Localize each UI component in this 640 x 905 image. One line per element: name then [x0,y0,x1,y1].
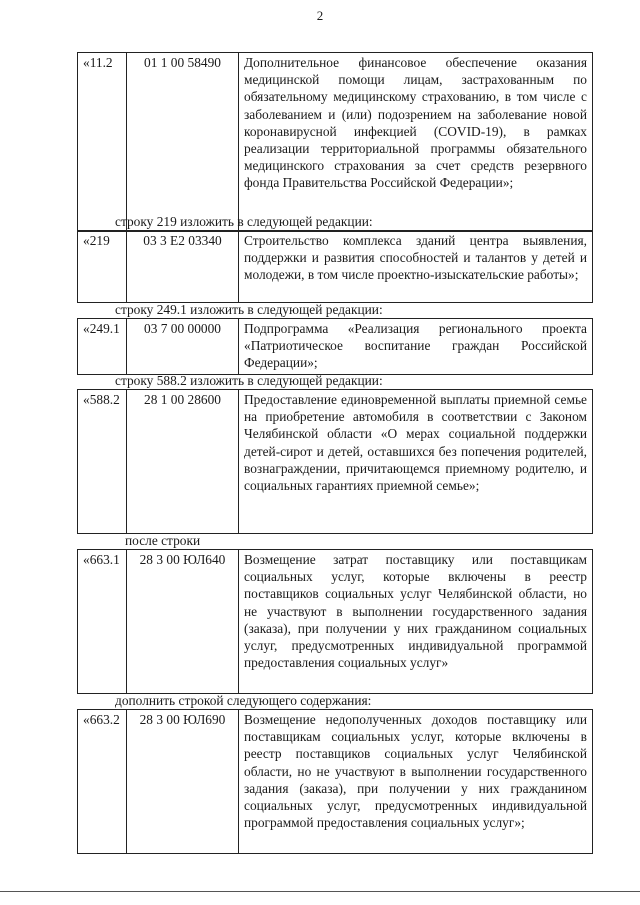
table-row-588-2 [77,389,593,534]
row-code: 28 3 00 ЮЛ690 [127,710,239,854]
row-description: Предоставление единовременной выплаты приемной семье на приобретение автомобиля в соответствии с Законом Челябинской области «О мерах социальной поддержки детей-сирот и детей, оставшихся без попечения родителей, вознаграждении, причитающемся приемному родителю, и социальных гарантиях приемной семье»; [239,390,593,534]
table-row-249-1 [77,318,593,375]
row-number: «663.2 [78,710,127,854]
row-description: Строительство комплекса зданий центра выявления, поддержки и развития способностей и талантов у детей и молодежи, в том числе проектно-изыскательские работы»; [239,231,593,303]
row-code: 03 7 00 00000 [127,319,239,375]
row-number: «249.1 [78,319,127,375]
row-code: 28 3 00 ЮЛ640 [127,550,239,694]
row-code: 28 1 00 28600 [127,390,239,534]
instruction-line: строку 249.1 изложить в следующей редакции: [115,302,383,317]
table-row-219 [77,230,593,303]
row-description: Возмещение недополученных доходов поставщику или поставщикам социальных услуг, которые включены в реестр поставщиков социальных услуг Челябинской области, но не участвуют в выполнении государственного задания (заказа), при получении у них гражданином социальных услуг, предусмотренных индивидуальной программой предоставления социальных услуг»; [239,710,593,854]
instruction-line: строку 219 изложить в следующей редакции: [115,214,373,229]
row-description: Возмещение затрат поставщику или поставщикам социальных услуг, которые включены в реестр поставщиков социальных услуг Челябинской области, но не участвуют в выполнении государственного задания (заказа), при получении у них гражданином социальных услуг, предусмотренных индивидуальной программой предоставления социальных услуг» [239,550,593,694]
row-code: 01 1 00 58490 [127,53,239,232]
page-number: 2 [316,8,324,23]
row-number: «663.1 [78,550,127,694]
row-number: «219 [78,231,127,303]
instruction-line: дополнить строкой следующего содержания: [115,693,372,708]
table-row-11-2 [77,52,593,232]
row-description: Подпрограмма «Реализация регионального проекта «Патриотическое воспитание граждан Российской Федерации»; [239,319,593,375]
page-bottom-rule [0,891,640,892]
row-description: Дополнительное финансовое обеспечение оказания медицинской помощи лицам, застрахованным по обязательному медицинскому страхованию, в том числе с заболеванием и (или) подозрением на заболевание новой коронавирусной инфекцией (COVID-19), в рамках реализации территориальной программы обязательного медицинского страхования за счет средств резервного фонда Правительства Российской Федерации»; [239,53,593,232]
row-code: 03 3 E2 03340 [127,231,239,303]
table-row-663-2 [77,709,593,854]
table-row-663-1 [77,549,593,694]
row-number: «11.2 [78,53,127,232]
instruction-line: строку 588.2 изложить в следующей редакции: [115,373,383,388]
row-number: «588.2 [78,390,127,534]
instruction-line: после строки [125,533,201,548]
